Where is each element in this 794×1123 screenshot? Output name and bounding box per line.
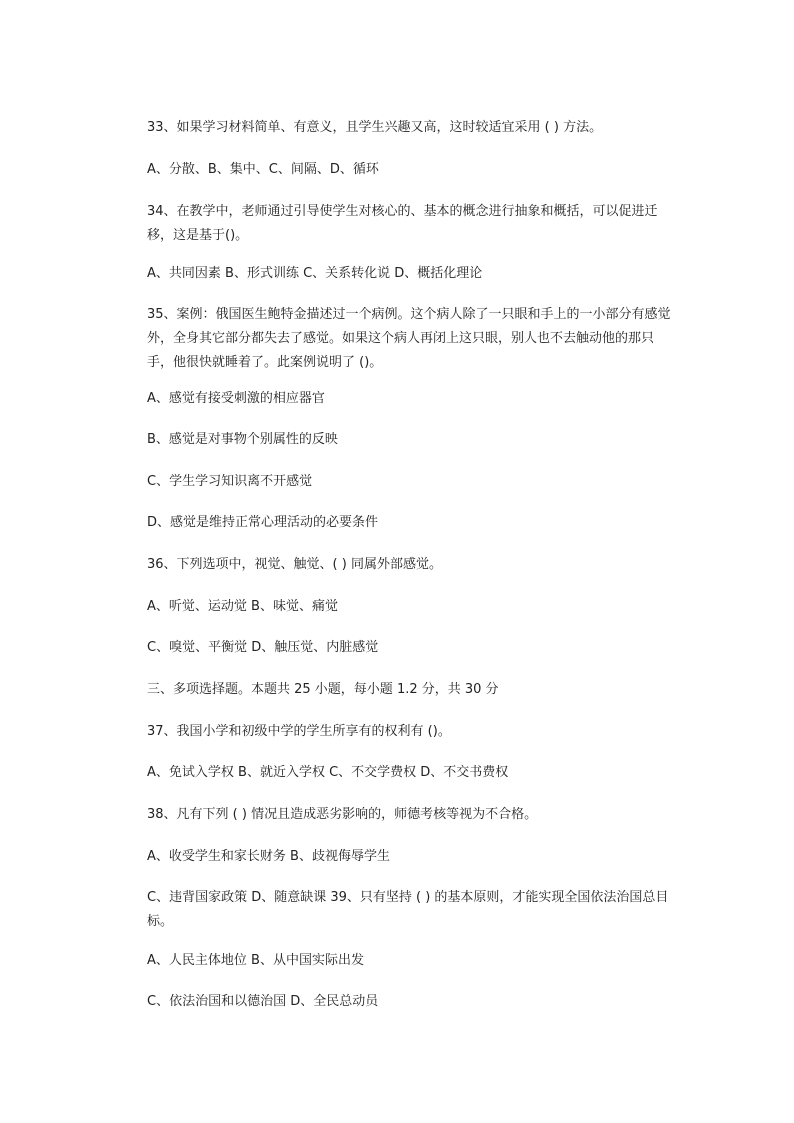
question-34: 34、在教学中，老师通过引导使学生对核心的、基本的概念进行抽象和概括，可以促进迁移，这是基于()。 (147, 204, 658, 243)
question-35-option-c: C、学生学习知识离不开感觉 (147, 474, 313, 489)
question-39-options-cd: C、依法治国和以德治国 D、全民总动员 (147, 994, 379, 1009)
question-33: 33、如果学习材料简单、有意义，且学生兴趣又高，这时较适宜采用 ( ) 方法。 (147, 120, 603, 135)
section-heading-multiple-choice: 三、多项选择题。本题共 25 小题，每小题 1.2 分，共 30 分 (147, 682, 499, 697)
question-37-options: A、免试入学权 B、就近入学权 C、不交学费权 D、不交书费权 (147, 765, 509, 780)
question-33-options: A、分散、B、集中、C、间隔、D、循环 (147, 162, 379, 177)
question-38: 38、凡有下列 ( ) 情况且造成恶劣影响的，师德考核等视为不合格。 (147, 807, 538, 822)
question-38-options-ab: A、收受学生和家长财务 B、歧视侮辱学生 (147, 849, 390, 864)
question-35: 35、案例：俄国医生鲍特金描述过一个病例。这个病人除了一只眼和手上的一小部分有感觉外，全身其它部分都失去了感觉。如果这个病人再闭上这只眼，别人也不去触动他的那只手，他很快就睡着了。此案例说明了 ()。 (147, 307, 671, 370)
question-36-options-cd: C、嗅觉、平衡觉 D、触压觉、内脏感觉 (147, 640, 379, 655)
question-38-options-cd-and-question-39: C、违背国家政策 D、随意缺课 39、只有坚持 ( ) 的基本原则，才能实现全国依法治国总目标。 (147, 890, 669, 929)
question-35-option-b: B、感觉是对事物个别属性的反映 (147, 432, 338, 447)
question-34-options: A、共同因素 B、形式训练 C、关系转化说 D、概括化理论 (147, 266, 483, 281)
question-35-option-d: D、感觉是维持正常心理活动的必要条件 (147, 515, 379, 530)
question-39-options-ab: A、人民主体地位 B、从中国实际出发 (147, 953, 364, 968)
question-36-options-ab: A、听觉、运动觉 B、味觉、痛觉 (147, 599, 338, 614)
question-35-option-a: A、感觉有接受刺激的相应器官 (147, 391, 325, 406)
question-36: 36、下列选项中，视觉、触觉、( ) 同属外部感觉。 (147, 557, 442, 572)
question-37: 37、我国小学和初级中学的学生所享有的权利有 ()。 (147, 724, 451, 739)
